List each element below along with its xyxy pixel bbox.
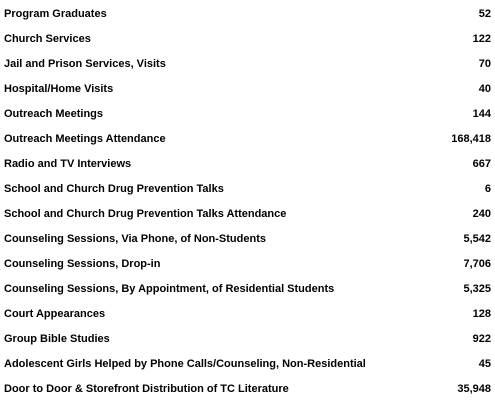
stat-value: 168,418	[451, 133, 491, 145]
table-row	[4, 130, 491, 148]
stat-label: School and Church Drug Prevention Talks	[4, 183, 224, 195]
table-row	[4, 330, 491, 348]
stat-value: 667	[472, 158, 491, 170]
table-row	[4, 180, 491, 198]
stat-value: 6	[484, 183, 491, 195]
stat-value: 5,325	[463, 283, 491, 295]
stat-value: 122	[472, 33, 491, 45]
table-row	[4, 380, 491, 398]
stat-label: Adolescent Girls Helped by Phone Calls/Counseling, Non-Residential	[4, 358, 366, 370]
stat-label: School and Church Drug Prevention Talks Attendance	[4, 208, 287, 220]
stat-label: Church Services	[4, 33, 91, 45]
stat-label: Door to Door & Storefront Distribution of TC Literature	[4, 383, 289, 395]
table-row	[4, 280, 491, 298]
table-row	[4, 30, 491, 48]
stat-label: Radio and TV Interviews	[4, 158, 132, 170]
stat-label: Counseling Sessions, Drop-in	[4, 258, 161, 270]
table-row	[4, 230, 491, 248]
table-row	[4, 255, 491, 273]
stat-value: 144	[472, 108, 491, 120]
stat-label: Program Graduates	[4, 8, 107, 20]
stat-label: Court Appearances	[4, 308, 106, 320]
stat-value: 128	[472, 308, 491, 320]
stat-value: 40	[478, 83, 491, 95]
stat-value: 70	[478, 58, 491, 70]
stat-label: Outreach Meetings Attendance	[4, 133, 166, 145]
stat-label: Jail and Prison Services, Visits	[4, 58, 166, 70]
stat-label: Counseling Sessions, Via Phone, of Non-Students	[4, 233, 266, 245]
stat-value: 922	[472, 333, 491, 345]
table-row	[4, 205, 491, 223]
stat-label: Hospital/Home Visits	[4, 83, 114, 95]
stat-value: 5,542	[463, 233, 491, 245]
table-row	[4, 155, 491, 173]
stat-value: 240	[472, 208, 491, 220]
stat-label: Outreach Meetings	[4, 108, 104, 120]
table-row	[4, 105, 491, 123]
stat-value: 52	[478, 8, 491, 20]
stat-value: 7,706	[463, 258, 491, 270]
table-row	[4, 305, 491, 323]
stat-value: 45	[478, 358, 491, 370]
stat-label: Group Bible Studies	[4, 333, 110, 345]
stat-value: 35,948	[457, 383, 491, 395]
table-row	[4, 80, 491, 98]
table-row	[4, 55, 491, 73]
table-row	[4, 355, 491, 373]
table-row	[4, 5, 491, 23]
stat-label: Counseling Sessions, By Appointment, of Residential Students	[4, 283, 335, 295]
